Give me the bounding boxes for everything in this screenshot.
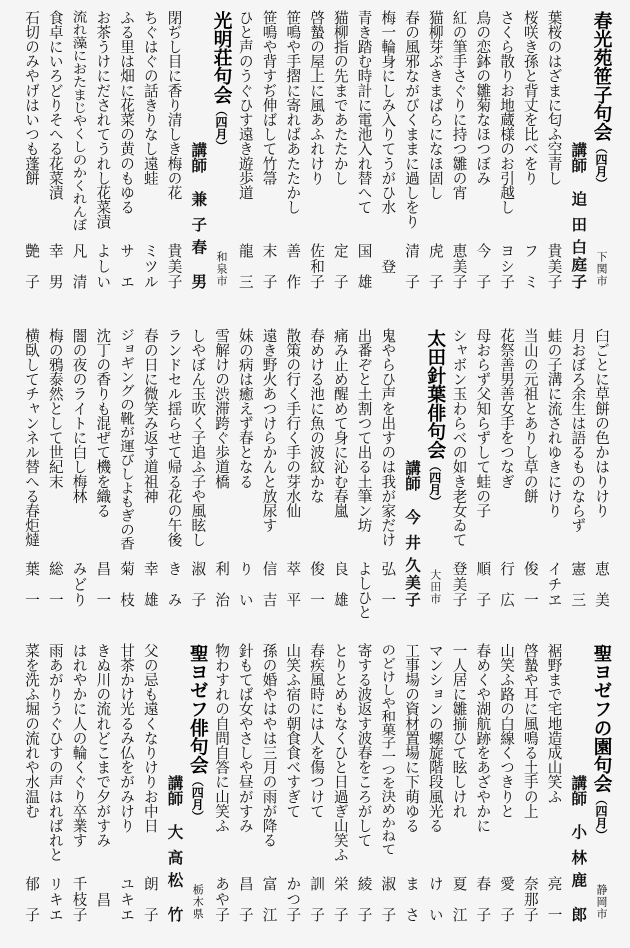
poem-text: 食卓にいろどりそへる花菜漬 [46, 10, 64, 200]
section-title: 光明荘句会 [211, 11, 232, 104]
poem-author: 富江 [260, 876, 278, 922]
section-title-column [423, 328, 447, 633]
poem-column [281, 10, 305, 315]
poem-column [304, 328, 328, 633]
poem-text: 猫柳芽ぶきまばらになほ固し [426, 10, 444, 200]
poem-author: 貴美子 [545, 243, 563, 289]
poem-text: 梅の鴉泰然として世紀末 [46, 328, 64, 489]
poem-author: 千枝子 [70, 876, 88, 922]
poem-text: 猫柳指の先まであたたかし [331, 10, 349, 186]
poem-text: 裾野まで宅地造成山笑ふ [545, 643, 563, 804]
page-row-top [19, 10, 613, 315]
poem-column [471, 10, 495, 315]
poem-text: のどけしや和菓子一つを決めかねて [379, 643, 397, 856]
section-title-column [589, 10, 613, 315]
section-title: 聖ヨゼフ俳句会 [187, 644, 209, 775]
poem-author: 栄子 [331, 876, 349, 922]
poem-text: 啓蟄の屋上に風あふれけり [308, 10, 325, 186]
lecturer-family-name: 今井 [403, 509, 421, 550]
poem-text: 啓蟄や耳に風鳴る土手の上 [521, 643, 539, 819]
poem-author: 貴美子 [165, 243, 183, 289]
poem-text: 春の風邪ながびくままに過しをり [403, 10, 420, 229]
poem-text: 春めくや湖航跡をあざやかに [474, 643, 492, 833]
poem-column [67, 643, 91, 948]
poem-column [114, 328, 138, 633]
poem-column [114, 643, 138, 948]
section-heading [186, 644, 210, 822]
poem-author: 綾子 [355, 876, 373, 922]
lecturer-label: 講師 [403, 460, 421, 491]
poem-text: お茶うけにだされてうれし花菜漬 [94, 10, 112, 229]
poem-author: 俊一 [521, 561, 539, 607]
poem-column [91, 328, 115, 633]
section-city: 栃木県 [191, 884, 205, 919]
lecturer-label: 講師 [165, 775, 184, 806]
poem-author: 朗子 [141, 876, 159, 922]
poem-column [494, 643, 518, 948]
poem-column [328, 10, 352, 315]
section-title-column [209, 10, 233, 315]
poem-author: 総一 [46, 561, 64, 607]
poem-text: 春疾風時には人を傷つけて [308, 643, 325, 819]
section-title: 聖ヨゼフの園句会 [591, 644, 612, 793]
poem-column [19, 643, 43, 948]
poem-column [43, 643, 67, 948]
poem-text: 鬼やらひ声を出すのは我が家だけ [379, 328, 397, 547]
poem-column [209, 643, 233, 948]
poem-author: ヨシ子 [498, 243, 515, 289]
poem-text: 一人居に雛揃ひて眩しけれ [450, 643, 468, 819]
poem-text: 臼ごとに草餅の色かはりけり [593, 328, 610, 518]
poem-author: 愛子 [498, 876, 515, 922]
lecturer-column [162, 643, 186, 948]
poem-column [162, 328, 186, 633]
lecturer-label: 講師 [189, 142, 208, 173]
section-heading [589, 11, 613, 189]
poem-text: 物わすれの自問自答に山笑ふ [213, 643, 230, 833]
poem-text: 梅一輪身にしみ入りてうがひ水 [379, 10, 397, 215]
page-row-middle [19, 328, 613, 633]
poem-text: 葉桜のはざまに匂ふ空青し [545, 10, 563, 186]
poem-column [447, 643, 471, 948]
poem-author: 昌一 [94, 561, 112, 607]
poem-column [399, 10, 423, 315]
poem-text: 石切のみやげはいつも蓬餅 [23, 10, 40, 186]
poem-text: 蛙の子溝に流されゆきにけり [545, 328, 563, 518]
poem-text: 遠き野火あつけらかんと放尿す [260, 328, 278, 533]
poem-author: りい [236, 561, 254, 607]
poem-author: 佐和子 [308, 243, 325, 289]
lecturer-family-name: 小林 [569, 824, 588, 865]
poem-author: 定子 [331, 243, 349, 289]
poem-author: サエ [118, 243, 135, 289]
section-month: （四月） [594, 792, 608, 841]
lecturer-given-name: 久美子 [403, 557, 421, 607]
lecturer-family-name: 兼子 [189, 191, 208, 232]
poem-column [91, 643, 115, 948]
section-city: 大田市 [428, 569, 442, 604]
poem-author: 幸雄 [141, 561, 159, 607]
poem-author: かつ子 [284, 876, 302, 922]
poem-text: 妹の病は癒えず春となる [236, 328, 254, 489]
poem-author: 淑子 [189, 561, 207, 607]
poem-column [566, 328, 590, 633]
poem-text: 散策の行く手行く手の芽水仙 [284, 328, 302, 518]
poem-author: 龍三 [236, 243, 254, 289]
poem-author: 今子 [474, 243, 492, 289]
poem-text: とりとめもなくひと日過ぎ山笑ふ [331, 643, 349, 862]
poem-text: 春の日に微笑み返す道祖神 [141, 328, 159, 504]
lecturer-column [186, 10, 210, 315]
poem-column [328, 643, 352, 948]
poem-author: 国雄 [355, 243, 373, 289]
poem-author: 訓子 [308, 876, 325, 922]
poem-author: 憲三 [569, 561, 587, 607]
poem-column [138, 10, 162, 315]
section-heading [209, 11, 233, 152]
poem-text: マンションの螺旋階段風光る [426, 643, 444, 833]
lecturer-family-name: 大高 [165, 824, 184, 865]
poem-column [186, 328, 210, 633]
poem-column [257, 10, 281, 315]
poem-column [376, 328, 400, 633]
section-title-column [186, 643, 210, 948]
poem-column [257, 643, 281, 948]
poem-author: けい [426, 876, 444, 922]
poem-text: 笹鳴や背すぢ伸ばして竹箒 [260, 10, 278, 186]
poem-column [447, 10, 471, 315]
poem-column [233, 10, 257, 315]
poem-column [304, 643, 328, 948]
poem-author: 淑子 [379, 876, 397, 922]
poem-column [114, 10, 138, 315]
poem-text: 雨あがりうぐひすの声はればれと [46, 643, 64, 862]
poem-text: 当山の元祖とありし草の餅 [521, 328, 539, 504]
section-month: （四月） [190, 774, 205, 823]
poem-author: 俊一 [308, 561, 325, 607]
section-title: 春光苑笹子句会 [591, 11, 612, 142]
lecturer-given-name: 白庭子 [569, 239, 588, 289]
poem-author: 幸男 [46, 243, 64, 289]
poem-author: 昌 [94, 891, 112, 907]
poem-text: 山笑ふ路の白線くつきりと [498, 643, 515, 819]
poem-column [304, 10, 328, 315]
poem-author: 恵美子 [450, 243, 468, 289]
poem-text: ジョギングの靴が運びしよもぎの香 [118, 328, 135, 550]
poem-author: 菊枝 [118, 561, 135, 607]
poem-text: 寄する波返す波春をころがして [355, 643, 373, 848]
poem-author: 良雄 [331, 561, 349, 607]
section-month: （四月） [214, 104, 228, 152]
poem-column [471, 328, 495, 633]
poem-text: 孫の婚やはやは三月の雨が降る [260, 643, 278, 848]
poem-text: ちぐはぐの話きりなし遠蛙 [141, 10, 159, 186]
poem-text: さくら散りお地蔵様のお引越し [498, 10, 515, 215]
poem-column [589, 328, 613, 633]
poem-author: 夏江 [450, 876, 468, 922]
section-heading [589, 644, 613, 841]
section-city: 和泉市 [215, 251, 228, 286]
poem-author: ミツル [141, 243, 159, 289]
poem-text: 雪解けの渋滞跨ぐ歩道橋 [213, 328, 230, 489]
poem-text: 青き踏む時計に電池入れ替へて [355, 10, 373, 215]
poem-column [352, 328, 376, 633]
poem-author: 艶子 [23, 243, 40, 289]
poem-text: ふる里は畑に花菜の黄のもゆる [118, 10, 135, 215]
poem-author: きみ [165, 561, 183, 607]
poem-column [138, 328, 162, 633]
poem-text: 春めける池に魚の波紋かな [308, 328, 325, 504]
poem-text: 母おらず父知らずして蛙の子 [474, 328, 492, 518]
poem-text: 山笑ふ宿の朝食食べすぎて [284, 643, 302, 819]
poem-text: 闇の夜のライトに白し梅林 [70, 328, 88, 504]
poem-column [542, 10, 566, 315]
poem-column [233, 643, 257, 948]
poem-author: フミ [521, 243, 539, 289]
poem-author: ユキエ [118, 876, 135, 922]
poem-text: しやぼん玉吹く子追ふ子や風眩し [189, 328, 207, 547]
poem-author: よしい [94, 243, 112, 289]
poem-column [162, 10, 186, 315]
poem-author: 善作 [284, 243, 302, 289]
poem-text: シャボン玉わらべの如き老女ゐて [450, 328, 468, 547]
section-city: 静岡市 [595, 884, 608, 919]
section-title-column [589, 643, 613, 948]
poem-column [138, 643, 162, 948]
poem-column [376, 10, 400, 315]
poem-author: 虎子 [426, 243, 444, 289]
poem-text: 月おぼろ余生は語るものならず [569, 328, 587, 533]
lecturer-given-name: 松竹 [165, 872, 184, 922]
poem-author: 末子 [260, 243, 278, 289]
poem-column [518, 10, 542, 315]
poem-text: 菜を洗ふ堀の流れや水温む [23, 643, 40, 819]
poem-text: 沈丁の香りも混ぜて機を織る [94, 328, 112, 518]
poem-column [67, 328, 91, 633]
poem-text: 花祭善男善女手をつなぎ [498, 328, 515, 489]
poem-author: イチヱ [545, 561, 563, 607]
poem-author: 亮一 [545, 876, 563, 922]
poem-author: 登美子 [450, 561, 468, 607]
poem-column [518, 328, 542, 633]
poem-author: 行広 [498, 561, 515, 607]
poem-author: 利治 [213, 561, 230, 607]
poem-column [494, 10, 518, 315]
poem-text: ひと声のうぐひす遠き遊歩道 [236, 10, 254, 200]
poem-text: 父の忌も遠くなりけりお中日 [141, 643, 159, 833]
poem-column [19, 10, 43, 315]
poem-column [352, 10, 376, 315]
poem-text: 針もてば女やさしや昼がすみ [236, 643, 254, 833]
poem-column [43, 10, 67, 315]
poem-text: 閉ぢし目に香り清しき梅の花 [165, 10, 183, 200]
poem-column [542, 643, 566, 948]
poem-column [281, 643, 305, 948]
poem-author: 清子 [403, 243, 420, 289]
poem-column [233, 328, 257, 633]
poem-column [43, 328, 67, 633]
poem-author: 登 [379, 258, 397, 274]
poem-text: はれやかに人の輪くぐり卒業す [70, 643, 88, 848]
lecturer-column [566, 643, 590, 948]
section-title: 太田針葉俳句会 [424, 329, 446, 460]
lecturer-family-name: 迫田 [569, 191, 588, 232]
section-month: （四月） [594, 141, 608, 190]
lecturer-label: 講師 [569, 142, 588, 173]
poem-author: あや子 [213, 876, 230, 922]
lecturer-label: 講師 [569, 775, 588, 806]
lecturer-given-name: 鹿郎 [569, 872, 588, 922]
poem-text: 流れ藻におたまじやくしのかくれんぼ [70, 10, 88, 231]
poem-text: きぬ川の流れどこまで夕がすみ [94, 643, 112, 848]
poem-column [376, 643, 400, 948]
poem-author: 萃平 [284, 561, 302, 607]
poem-column [19, 328, 43, 633]
poem-column [352, 643, 376, 948]
poem-column [423, 10, 447, 315]
poem-author: 弘一 [379, 561, 397, 607]
poem-column [423, 643, 447, 948]
poem-text: 痛み止め醒めて身に沁む春嵐 [331, 328, 349, 518]
lecturer-column [399, 328, 423, 633]
poem-column [399, 643, 423, 948]
poem-column [494, 328, 518, 633]
poem-text: 笹鳴や手摺に寄ればあたたかし [284, 10, 302, 215]
poem-column [447, 328, 471, 633]
poem-text: 鳥の恋鉢の雛菊なほつぼみ [474, 10, 492, 186]
poem-column [67, 10, 91, 315]
poem-author: まさ [403, 876, 420, 922]
poem-author: 奈那子 [521, 876, 539, 922]
poem-text: ランドセル揺らせて帰る花の午後 [165, 328, 183, 547]
poem-column [471, 643, 495, 948]
section-city: 下関市 [595, 251, 608, 286]
poem-column [518, 643, 542, 948]
poem-text: 横臥してチャンネル替へる春炬燵 [23, 328, 40, 547]
poem-author: 恵美 [593, 561, 610, 607]
poem-author: 葉一 [23, 561, 40, 607]
poem-author: 順子 [474, 561, 492, 607]
poem-author: リキエ [46, 876, 64, 922]
poem-author: 春子 [474, 876, 492, 922]
poem-author: 昌子 [236, 876, 254, 922]
poem-author: 郁子 [23, 876, 40, 922]
poem-text: 出番ぞと土割つて出る土筆ン坊 [355, 328, 373, 533]
poem-author: 信吉 [260, 561, 278, 607]
section-heading [423, 329, 447, 507]
poem-column [281, 328, 305, 633]
poem-author: よしひと [355, 561, 373, 620]
section-month: （四月） [427, 459, 442, 508]
lecturer-given-name: 春男 [189, 239, 208, 289]
poem-column [257, 328, 281, 633]
poem-text: 桜咲き孫と背丈を比べをり [521, 10, 539, 186]
poem-text: 紅の筆手さぐりに持つ雛の宵 [450, 10, 468, 200]
poem-column [542, 328, 566, 633]
poem-author: 凡清 [70, 243, 88, 289]
page-row-bottom [19, 643, 613, 948]
poem-text: 甘茶かけ光るみ仏をがみけり [118, 643, 135, 833]
poem-column [91, 10, 115, 315]
poem-text: 工事場の資材置場に下萌ゆる [403, 643, 420, 833]
poem-column [328, 328, 352, 633]
poem-column [209, 328, 233, 633]
lecturer-column [566, 10, 590, 315]
poem-author: みどり [70, 561, 88, 607]
